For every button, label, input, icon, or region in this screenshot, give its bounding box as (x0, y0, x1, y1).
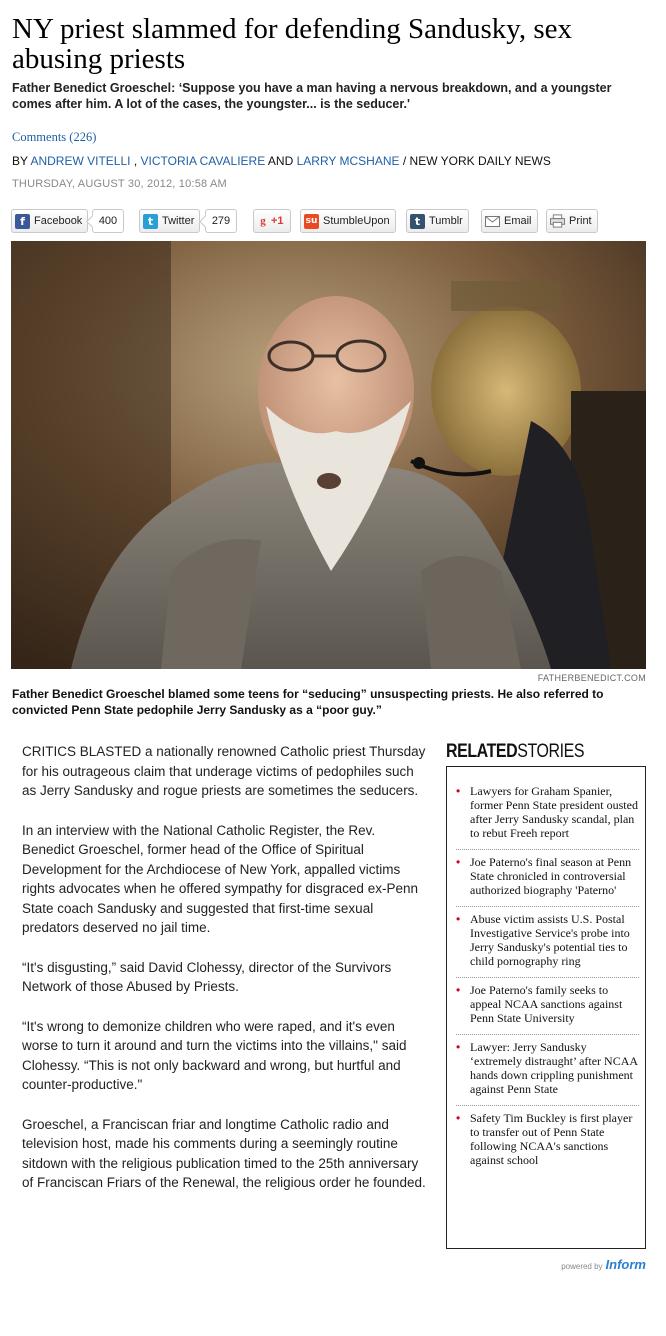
related-story-title[interactable]: Lawyer: Jerry Sandusky ‘extremely distraught’ after NCAA hands down crippling punishment against Penn State (470, 1040, 638, 1096)
print-icon (550, 214, 565, 229)
bullet-icon: • (456, 784, 461, 798)
email-icon (485, 214, 500, 229)
article-headline: NY priest slammed for defending Sandusky, sex abusing priests (12, 13, 573, 75)
related-story-link[interactable] (456, 1035, 639, 1106)
article-dek: Father Benedict Groeschel: ‘Suppose you have a man having a nervous breakdown, and a youngster comes after him. A lot of the cases, the youngster... is the seducer.' (12, 81, 612, 111)
print-label: Print (569, 215, 592, 227)
powered-by-inform[interactable] (561, 1257, 646, 1272)
stumbleupon-icon: su (304, 214, 319, 229)
related-story-link[interactable] (456, 779, 639, 850)
facebook-label: Facebook (34, 215, 83, 227)
tumblr-label: Tumblr (429, 215, 463, 227)
related-title-rest: STORIES (517, 741, 585, 762)
related-story-link[interactable] (456, 907, 639, 978)
twitter-share-count: 279 (205, 209, 237, 233)
stumbleupon-label: StumbleUpon (323, 215, 390, 227)
author-link-mcshane[interactable]: LARRY MCSHANE (296, 154, 400, 168)
twitter-label: Twitter (162, 215, 195, 227)
article-photo (11, 241, 646, 669)
bullet-icon: • (456, 912, 461, 926)
article-paragraph: “It's disgusting,” said David Clohessy, director of the Survivors Network of those Abused by Priests. (22, 959, 392, 994)
google-plus-button[interactable] (253, 209, 291, 233)
email-button[interactable] (481, 209, 538, 233)
inform-logo: Inform (605, 1257, 646, 1272)
tumblr-button[interactable] (406, 209, 469, 233)
facebook-share-button[interactable] (11, 209, 88, 233)
related-story-link[interactable] (456, 978, 639, 1035)
print-button[interactable] (546, 209, 598, 233)
related-stories-list (446, 766, 646, 1249)
bullet-icon: • (456, 1040, 461, 1054)
byline-outlet: / NEW YORK DAILY NEWS (402, 154, 551, 168)
facebook-share-count: 400 (92, 209, 124, 233)
related-title-bold: RELATED (446, 741, 518, 762)
bullet-icon: • (456, 1111, 461, 1125)
twitter-share-button[interactable] (139, 209, 200, 233)
article-body (22, 742, 427, 1213)
related-story-link[interactable] (456, 850, 639, 907)
article-paragraph: “It's wrong to demonize children who were raped, and it's even worse to turn it around and turn the victims into the villains," said Clohessy. “This is not only backward and wrong, but hurtful and counter-productive." (22, 1018, 407, 1092)
tumblr-icon: t (410, 214, 425, 229)
google-plus-icon: g (260, 215, 266, 227)
related-stories-heading (446, 741, 584, 763)
comments-link[interactable]: Comments (226) (12, 130, 97, 144)
article-paragraph: In an interview with the National Catholic Register, the Rev. Benedict Groeschel, former head of the Office of Spiritual Development for the Archdiocese of New York, appalled victims rights advocates when he offered sympathy for disgraced ex-Penn State coach Sandusky and suggested that first-time sexual predators deserved no jail time. (22, 822, 418, 935)
byline (12, 154, 551, 168)
author-link-cavaliere[interactable]: VICTORIA CAVALIERE (140, 154, 266, 168)
article-paragraph: Groeschel, a Franciscan friar and longtime Catholic radio and television host, made his comments during a seemingly routine sitdown with the religious publication timed to the 25th anniversary of Franciscan Friars of the Renewal, the religious order he founded. (22, 1116, 426, 1190)
related-story-link[interactable] (456, 1106, 639, 1176)
stumbleupon-button[interactable] (300, 209, 396, 233)
byline-separator: , (130, 154, 138, 168)
related-story-title[interactable]: Joe Paterno's final season at Penn State chronicled in controversial authorized biography 'Paterno' (470, 855, 632, 897)
twitter-icon: t (143, 214, 158, 229)
photo-credit: FATHERBENEDICT.COM (537, 673, 646, 683)
email-label: Email (504, 215, 532, 227)
article-paragraph: CRITICS BLASTED a nationally renowned Catholic priest Thursday for his outrageous claim that underage victims of pedophiles such as Jerry Sandusky and rogue priests are sometimes the seducers. (22, 744, 426, 798)
author-link-vitelli[interactable]: ANDREW VITELLI (30, 154, 131, 168)
related-story-title[interactable]: Joe Paterno's family seeks to appeal NCAA sanctions against Penn State University (470, 983, 623, 1025)
related-story-title[interactable]: Lawyers for Graham Spanier, former Penn State president ousted after Jerry Sandusky scandal, plan to rebut Freeh report (470, 784, 638, 840)
byline-and: AND (267, 154, 294, 168)
related-story-title[interactable]: Safety Tim Buckley is first player to transfer out of Penn State following NCAA's sanctions against school (470, 1111, 633, 1167)
photo-caption: Father Benedict Groeschel blamed some teens for “seducing” unsuspecting priests. He also referred to convicted Penn State pedophile Jerry Sandusky as a “poor guy.” (12, 687, 604, 717)
google-plus-label: +1 (271, 215, 284, 227)
powered-by-label: powered by (561, 1262, 603, 1271)
byline-prefix: BY (12, 154, 28, 168)
bullet-icon: • (456, 983, 461, 997)
facebook-icon: f (15, 214, 30, 229)
dateline: THURSDAY, AUGUST 30, 2012, 10:58 AM (12, 178, 227, 190)
related-story-title[interactable]: Abuse victim assists U.S. Postal Investigative Service's probe into Jerry Sandusky's potential ties to child pornography ring (470, 912, 630, 968)
bullet-icon: • (456, 855, 461, 869)
